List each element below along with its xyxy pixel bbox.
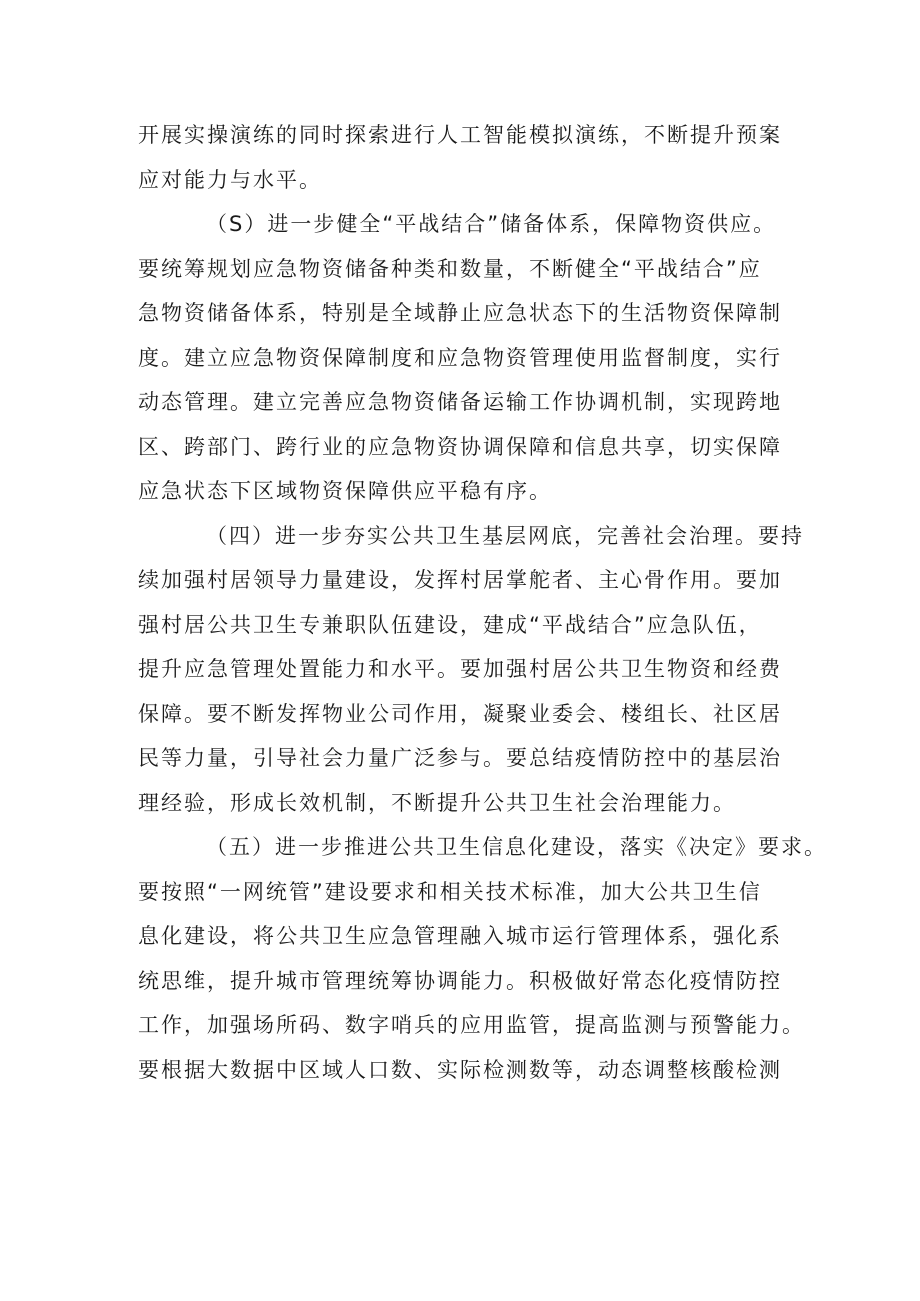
text-line: 保障。要不断发挥物业公司作用，凝聚业委会、楼组长、社区居	[138, 701, 782, 726]
text-line: 息化建设，将公共卫生应急管理融入城市运行管理体系，强化系	[138, 924, 782, 948]
text-line: 强村居公共卫生专兼职队伍建设，建成“平战结合”应急队伍，	[138, 612, 762, 637]
paragraph-first-line: （四）进一步夯实公共卫生基层网底，完善社会治理。要持	[206, 523, 804, 548]
text-line: 动态管理。建立完善应急物资储备运输工作协调机制，实现跨地	[138, 390, 782, 414]
text-line: 应对能力与水平。	[138, 167, 322, 192]
text-line: 急物资储备体系，特别是全域静止应急状态下的生活物资保障制	[138, 301, 782, 325]
text-line: 要统筹规划应急物资储备种类和数量，不断健全“平战结合”应	[138, 256, 762, 281]
paragraph-first-line: （S）进一步健全“平战结合”储备体系，保障物资供应。	[206, 212, 777, 236]
text-line: 民等力量，引导社会力量广泛参与。要总结疫情防控中的基层治	[138, 746, 782, 770]
text-line: 理经验，形成长效机制，不断提升公共卫生社会治理能力。	[138, 790, 736, 815]
text-line: 度。建立应急物资保障制度和应急物资管理使用监督制度，实行	[138, 345, 782, 370]
text-line: 开展实操演练的同时探索进行人工智能模拟演练，不断提升预案	[138, 123, 782, 147]
text-line: 工作，加强场所码、数字哨兵的应用监管，提高监测与预警能力。	[138, 1013, 805, 1037]
text-line: 提升应急管理处置能力和水平。要加强村居公共卫生物资和经费	[138, 657, 782, 681]
text-line: 应急状态下区域物资保障供应平稳有序。	[138, 479, 552, 503]
text-line: 要按照“一网统管”建设要求和相关技术标准，加大公共卫生信	[138, 879, 762, 904]
text-line: 续加强村居领导力量建设，发挥村居掌舵者、主心骨作用。要加	[138, 568, 782, 592]
body-text	[138, 113, 827, 1092]
text-line: 统思维，提升城市管理统筹协调能力。积极做好常态化疫情防控	[138, 968, 782, 993]
text-line: 区、跨部门、跨行业的应急物资协调保障和信息共享，切实保障	[138, 434, 782, 459]
text-line: 要根据大数据中区域人口数、实际检测数等，动态调整核酸检测	[138, 1057, 782, 1082]
paragraph-first-line: （五）进一步推进公共卫生信息化建设，落实《决定》要求。	[206, 835, 827, 859]
